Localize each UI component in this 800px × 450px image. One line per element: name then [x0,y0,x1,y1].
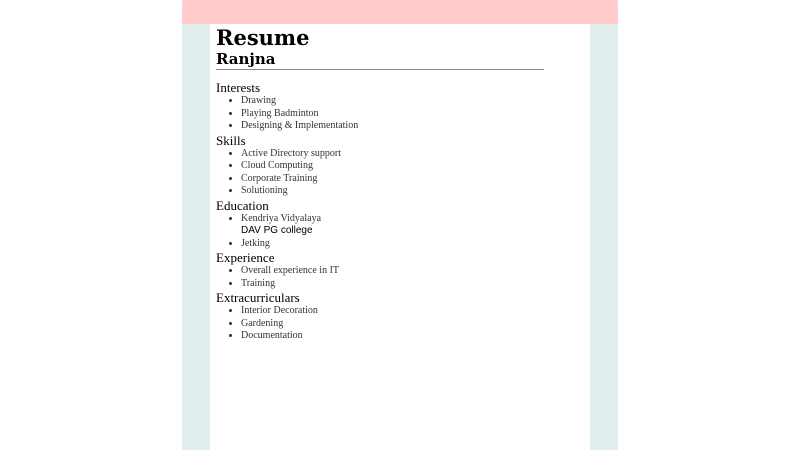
list-item: • Overall experience in IT [241,265,544,278]
list-item: • Solutioning [241,185,544,198]
list-item: • Designing & Implementation [241,120,544,133]
section-heading-education: Education [216,197,269,213]
section-heading-experience: Experience [216,250,275,265]
resume-body [216,26,544,343]
section-heading-skills: Skills [216,132,246,148]
top-banner [182,0,618,24]
list-item: • Training [241,278,544,291]
list-item: • Documentation [241,330,544,343]
education-list [216,213,544,251]
list-item: • Cloud Computing [241,160,544,173]
resume-page [182,0,618,450]
list-item: • Active Directory support [241,148,544,161]
section-heading-interests: Interests [216,80,261,95]
list-item: • Jetking [241,238,544,251]
education-sub-item: DAV PG college [241,225,313,236]
extracurriculars-list [216,305,544,343]
resume-title: Resume [216,25,310,50]
list-item: • Gardening [241,318,544,331]
header-divider [216,69,544,70]
section-heading-extracurriculars: Extracurriculars [216,290,300,305]
list-item: • Corporate Training [241,173,544,186]
candidate-name: Ranjna [216,50,276,68]
list-item: • Playing Badminton [241,108,544,121]
experience-list [216,265,544,290]
list-item: • Drawing [241,95,544,108]
interests-list [216,95,544,133]
skills-list [216,148,544,198]
list-item: • Interior Decoration [241,305,544,318]
list-item-label: Kendriya Vidyalaya [241,212,322,224]
list-item [241,213,544,238]
content-panel [210,24,590,450]
